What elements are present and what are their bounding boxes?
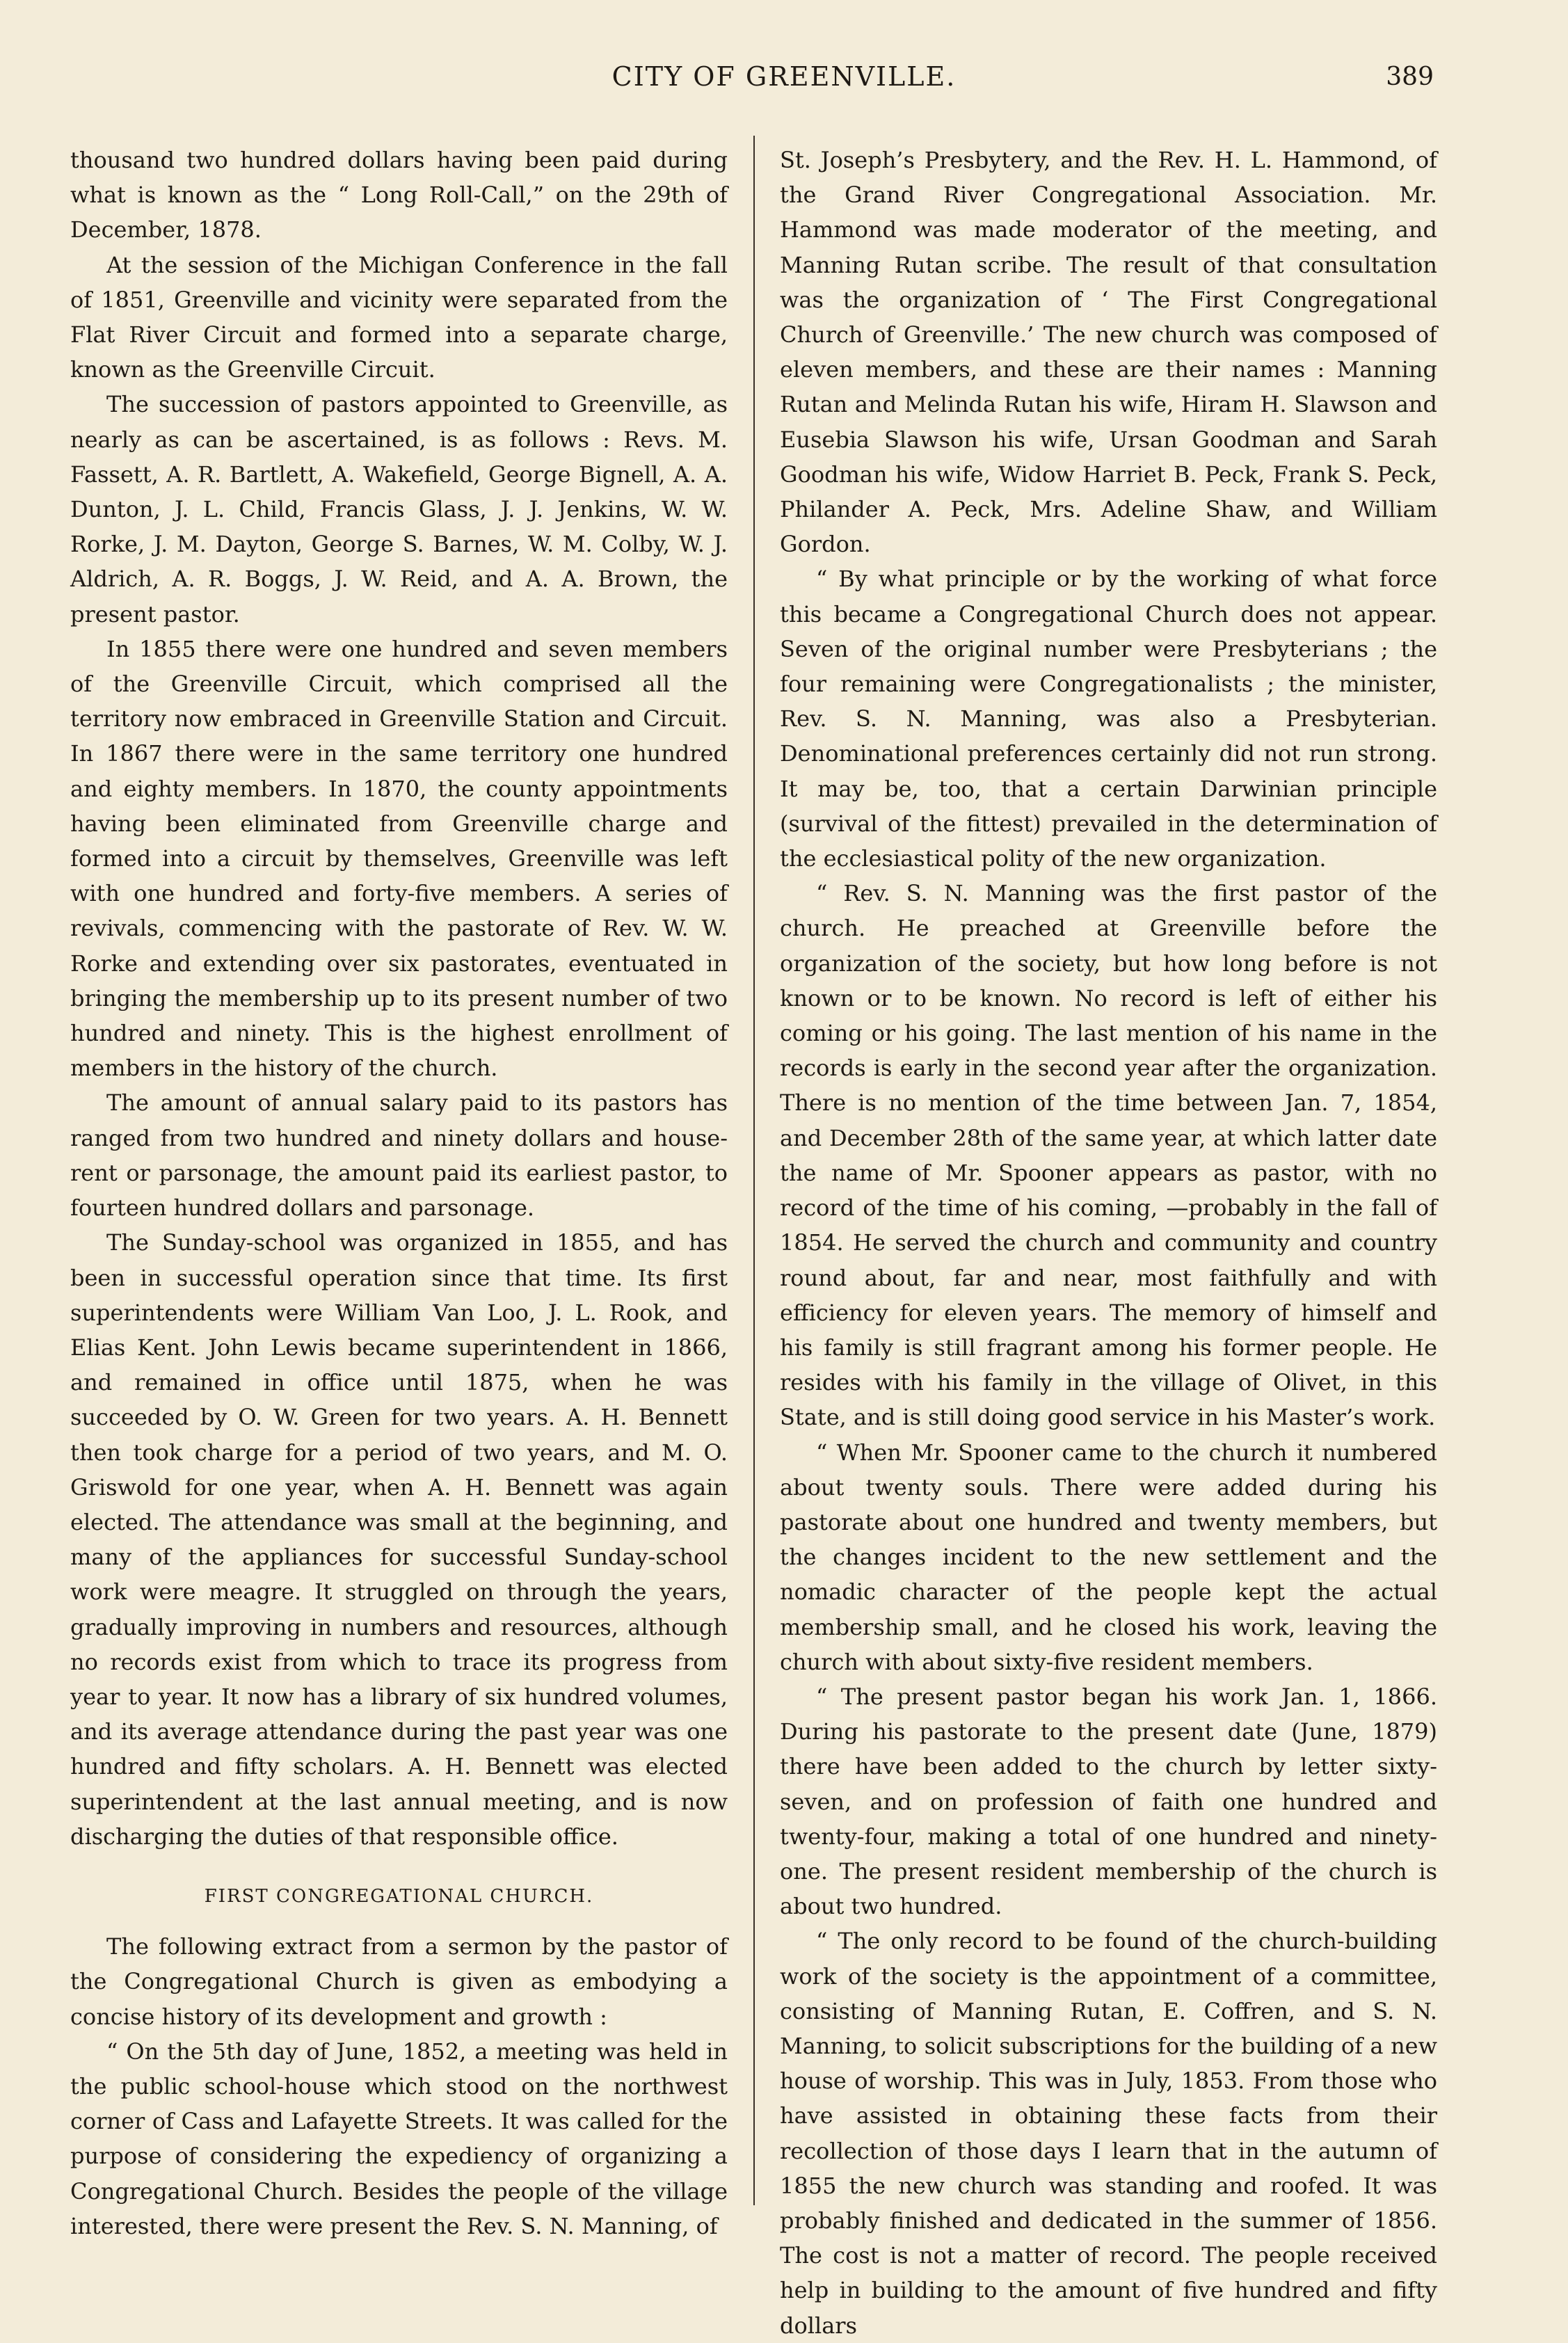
- paragraph: “ The present pastor began his work Jan. 1, 1866. During his pastorate to the present date (June, 1879) there have been added to the church by letter sixty-seven, and on profession of faith one hundred and twenty-four, making a total of one hundred and ninety-one. The present resident membership of the church is about two hundred.: [780, 1683, 1437, 1920]
- paragraph: The succession of pastors appointed to Greenville, as nearly as can be ascertained, is as follows : Revs. M. Fassett, A. R. Bartlett, A. Wakefield, George Bignell, A. A. Dunton, J. L. Child, Francis Glass, J. J. Jenkins, W. W. Rorke, J. M. Dayton, George S. Barnes, W. M. Colby, W. J. Aldrich, A. R. Boggs, J. W. Reid, and A. A. Brown, the present pastor.: [70, 391, 728, 627]
- paragraph: thousand two hundred dollars having been paid during what is known as the “ Long Roll-Call,” on the 29th of December, 1878.: [70, 147, 728, 243]
- paragraph: At the session of the Michigan Conference in the fall of 1851, Greenville and vicinity were separated from the Flat River Circuit and formed into a separate charge, known as the Greenville Circuit.: [70, 251, 728, 383]
- paragraph: “ The only record to be found of the church-building work of the society is the appointment of a committee, consisting of Manning Rutan, E. Coffren, and S. N. Manning, to solicit subscriptions for the building of a new house of worship. This was in July, 1853. From those who have assisted in obtaining these facts from their recollection of those days I learn that in the autumn of 1855 the new church was standing and roofed. It was probably finished and dedicated in the summer of 1856. The cost is not a matter of record. The people received help in building to the amount of five hundred and fifty dollars: [780, 1928, 1437, 2339]
- paragraph: In 1855 there were one hundred and seven members of the Greenville Circuit, which comprised all the territory now embraced in Greenville Station and Circuit. In 1867 there were in the same territory one hundred and eighty members. In 1870, the county appointments having been eliminated from Greenville charge and formed into a circuit by themselves, Greenville was left with one hundred and forty-five members. A series of revivals, commencing with the pastorate of Rev. W. W. Rorke and extending over six pastorates, eventuated in bringing the membership up to its present number of two hundred and ninety. This is the highest enrollment of members in the history of the church.: [70, 635, 728, 1082]
- paragraph: The Sunday-school was organized in 1855, and has been in successful operation since that time. Its first superintendents were William Van Loo, J. L. Rook, and Elias Kent. John Lewis became superintendent in 1866, and remained in office until 1875, when he was succeeded by O. W. Green for two years. A. H. Bennett then took charge for a period of two years, and M. O. Griswold for one year, when A. H. Bennett was again elected. The attendance was small at the beginning, and many of the appliances for successful Sunday-school work were meagre. It struggled on through the years, gradually improving in numbers and resources, although no records exist from which to trace its progress from year to year. It now has a library of six hundred volumes, and its average attendance during the past year was one hundred and fifty scholars. A. H. Bennett was elected superintendent at the last annual meeting, and is now discharging the duties of that responsible office.: [70, 1229, 728, 1850]
- paragraph: “ On the 5th day of June, 1852, a meeting was held in the public school-house which stood on the northwest corner of Cass and Lafayette Streets. It was called for the purpose of considering the expediency of organizing a Congregational Church. Besides the people of the village interested, there were present the Rev. S. N. Manning, of: [70, 2038, 728, 2239]
- paragraph: The amount of annual salary paid to its pastors has ranged from two hundred and ninety dollars and house-rent or parsonage, the amount paid its earliest pastor, to fourteen hundred dollars and parsonage.: [70, 1089, 728, 1222]
- paragraph: “ Rev. S. N. Manning was the first pastor of the church. He preached at Greenville before the organization of the society, but how long before is not known or to be known. No record is left of either his coming or his going. The last mention of his name in the records is early in the second year after the organization. There is no mention of the time between Jan. 7, 1854, and December 28th of the same year, at which latter date the name of Mr. Spooner appears as pastor, with no record of the time of his coming, —probably in the fall of 1854. He served the church and community and country round about, far and near, most faithfully and with efficiency for eleven years. The memory of himself and his family is still fragrant among his former people. He resides with his family in the village of Olivet, in this State, and is still doing good service in his Master’s work.: [780, 880, 1437, 1431]
- paragraph: “ When Mr. Spooner came to the church it numbered about twenty souls. There were added during his pastorate about one hundred and twenty members, but the changes incident to the new settlement and the nomadic character of the people kept the actual membership small, and he closed his work, leaving the church with about sixty-five resident members.: [780, 1439, 1437, 1675]
- page-number: 389: [1386, 63, 1434, 91]
- page-header: [0, 61, 1568, 110]
- column-divider: [753, 136, 755, 2205]
- section-heading: FIRST CONGREGATIONAL CHURCH.: [204, 1885, 594, 1907]
- paragraph: “ By what principle or by the working of what force this became a Congregational Church does not appear. Seven of the original number were Presbyterians ; the four remaining were Congregationalists ; the minister, Rev. S. N. Manning, was also a Presbyterian. Denominational preferences certainly did not run strong. It may be, too, that a certain Darwinian principle (survival of the fittest) prevailed in the determination of the ecclesiastical polity of the new organization.: [780, 566, 1437, 872]
- left-column: [70, 143, 728, 2244]
- running-title: CITY OF GREENVILLE.: [611, 61, 957, 92]
- paragraph: St. Joseph’s Presbytery, and the Rev. H. L. Hammond, of the Grand River Congregational Association. Mr. Hammond was made moderator of the meeting, and Manning Rutan scribe. The result of that consultation was the organization of ‘ The First Congregational Church of Greenville.’ The new church was composed of eleven members, and these are their names : Manning Rutan and Melinda Rutan his wife, Hiram H. Slawson and Eusebia Slawson his wife, Ursan Goodman and Sarah Goodman his wife, Widow Harriet B. Peck, Frank S. Peck, Philander A. Peck, Mrs. Adeline Shaw, and William Gordon.: [780, 147, 1437, 558]
- right-column: [780, 143, 1437, 2343]
- paragraph: The following extract from a sermon by the pastor of the Congregational Church is given as embodying a concise history of its development and growth :: [70, 1933, 728, 2030]
